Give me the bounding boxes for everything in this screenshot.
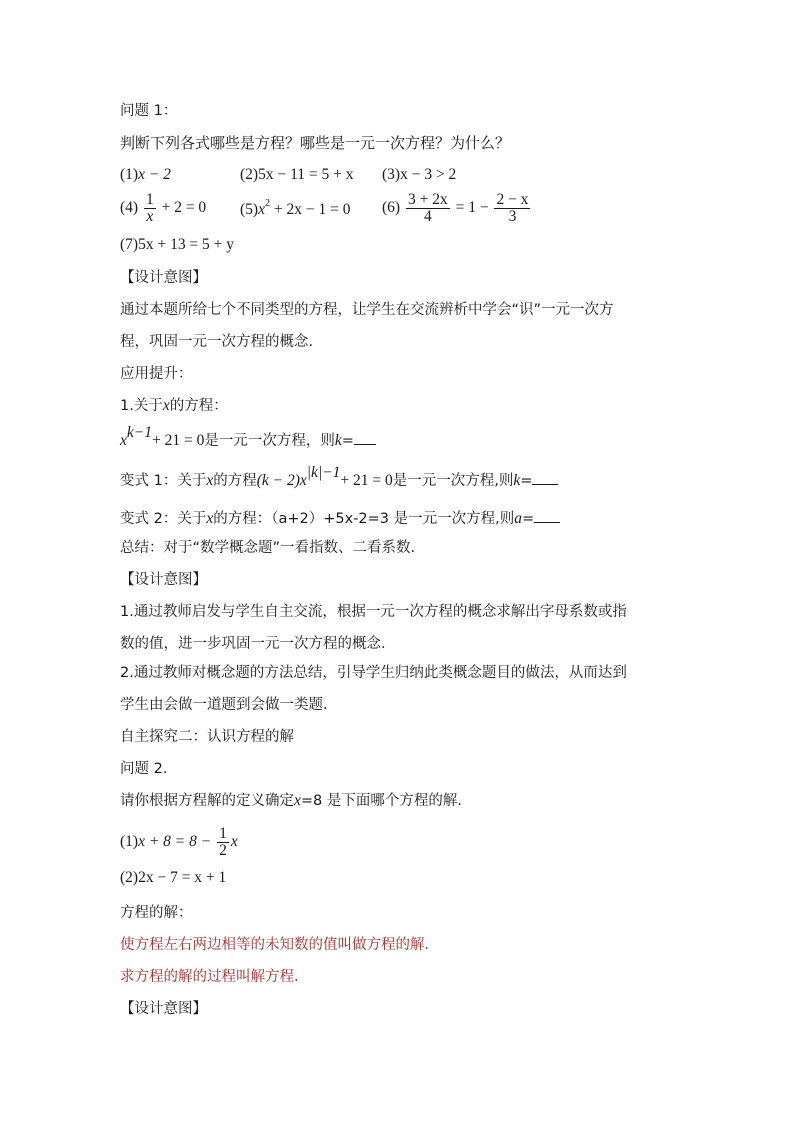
application-q1-intro: 1.关于x的方程： [120,397,228,414]
problem2-equation-1: (1)x + 8 = 8 − $\frac{1}{2}$ x [120,825,238,859]
design-intent-1-line-1: 通过本题所给七个不同类型的方程，让学生在交流辨析中学会“识”一元一次方 [120,302,614,318]
variant-2: 变式 2：关于x的方程：（a+2）+5x-2=3 是一元一次方程,则a= [120,508,560,529]
answer-blank-v1[interactable] [532,470,558,485]
equation-item-3: (3)x − 3 > 2 [382,166,457,183]
design-intent-2-line-3: 2.通过教师对概念题的方法总结，引导学生归纳此类概念题目的做法，从而达到 [120,665,627,681]
solution-heading: 方程的解： [120,905,193,921]
solution-definition: 使方程左右两边相等的未知数的值叫做方程的解. [120,937,430,953]
equation-item-6: (6) $\frac{3 + 2x}{4}$ = 1 − $\frac{2 - x}{3}$ [382,191,529,225]
equation-item-1: (1)x − 2 [120,166,171,183]
problem2-instruction: 请你根据方程解的定义确定x=8 是下面哪个方程的解. [120,792,462,809]
answer-blank-q1[interactable] [354,430,376,445]
design-intent-2-line-1: 1.通过教师启发与学生自主交流，根据一元一次方程的概念求解出字母系数或指 [120,604,627,620]
application-q1-equation: $x^{k-1}+ 21 = 0$是一元一次方程，则k= [120,430,376,451]
equation-item-7: (7)5x + 13 = 5 + y [120,236,235,253]
design-intent-2-line-4: 学生由会做一道题到会做一类题. [120,697,328,713]
problem2-equation-2: (2)2x − 7 = x + 1 [120,869,227,886]
problem2-title: 问题 2. [120,761,168,777]
answer-blank-v2[interactable] [534,508,560,523]
application-summary: 总结：对于“数学概念题”一看指数、二看系数. [120,540,416,556]
solving-definition: 求方程的解的过程叫解方程. [120,969,299,985]
design-intent-heading-1: 【设计意图】 [120,270,207,286]
design-intent-1-line-2: 程，巩固一元一次方程的概念. [120,334,314,350]
equation-item-2: (2)5x − 11 = 5 + x [240,166,354,183]
variant-1: 变式 1：关于x的方程$(k - 2)x^{|k|-1}+ 21 = 0$是一元一次方程,则k= [120,470,558,491]
design-intent-heading-2: 【设计意图】 [120,572,207,588]
explore2-heading: 自主探究二：认识方程的解 [120,729,294,745]
problem1-title: 问题 1： [120,103,178,119]
problem1-instruction: 判断下列各式哪些是方程？哪些是一元一次方程？为什么？ [120,134,511,152]
application-heading: 应用提升： [120,366,193,382]
design-intent-heading-3: 【设计意图】 [120,1001,207,1017]
design-intent-2-line-2: 数的值，进一步巩固一元一次方程的概念. [120,636,386,652]
equation-item-5: $(5)x^2 + 2x - 1 = 0$ [240,198,351,218]
equation-item-4: (4) $\frac{1}{x}$ + 2 = 0 [120,191,207,225]
